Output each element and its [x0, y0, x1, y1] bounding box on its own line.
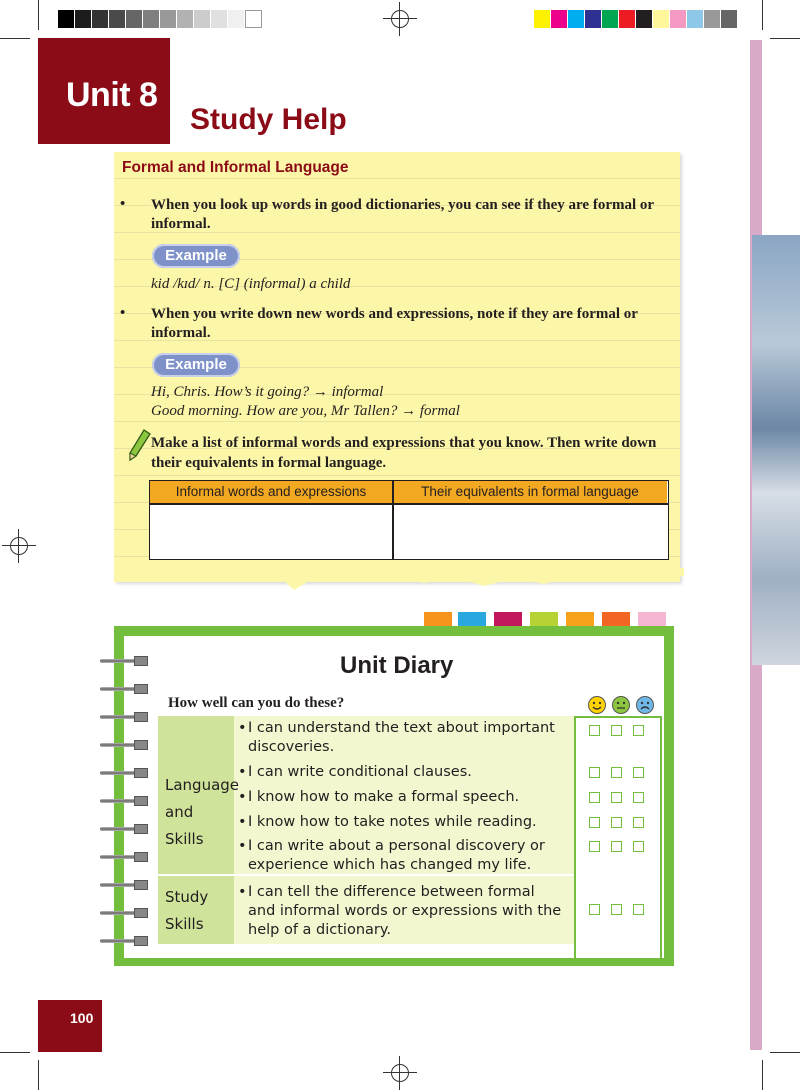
page-edge-photo: [752, 235, 800, 665]
registration-mark-top: [383, 2, 417, 36]
crop-mark: [762, 0, 763, 30]
spiral-binding: [100, 740, 152, 750]
grayscale-color-bar: [58, 10, 262, 28]
spiral-binding: [100, 852, 152, 862]
rating-checkbox[interactable]: [589, 817, 600, 828]
rating-checkbox[interactable]: [633, 817, 644, 828]
rating-checkbox[interactable]: [633, 725, 644, 736]
example-text-2: Hi, Chris. How’s it going? → informal: [151, 384, 384, 400]
note-heading: Formal and Informal Language: [122, 159, 349, 176]
spiral-binding: [100, 908, 152, 918]
rating-checkbox[interactable]: [611, 767, 622, 778]
rating-checkbox[interactable]: [633, 841, 644, 852]
registration-mark-left: [2, 529, 36, 563]
table-divider: [392, 481, 394, 559]
table-header-informal: Informal words and expressions: [150, 481, 392, 503]
spiral-binding: [100, 824, 152, 834]
formal-informal-table: [149, 480, 669, 560]
torn-edge: [114, 568, 684, 592]
bullet: •: [120, 196, 126, 212]
rating-checkbox[interactable]: [611, 904, 622, 915]
rating-checkbox[interactable]: [633, 792, 644, 803]
spiral-binding: [100, 796, 152, 806]
registration-mark-bottom: [383, 1056, 417, 1090]
tip-text-1: When you look up words in good dictionaries, you can see if they are formal or informal.: [151, 197, 654, 232]
rating-checkbox[interactable]: [589, 725, 600, 736]
spiral-binding: [100, 712, 152, 722]
tip-text-2: When you write down new words and expressions, note if they are formal or informal.: [151, 306, 638, 341]
category-label: Language: [165, 776, 240, 794]
spiral-binding: [100, 684, 152, 694]
smiley-face-icon: [588, 696, 606, 714]
table-divider: [150, 503, 668, 505]
category-study-skills: [158, 876, 234, 944]
sad-face-icon: [636, 696, 654, 714]
rating-column: [574, 716, 662, 960]
category-label: and Skills: [165, 803, 204, 848]
example-text-3: Good morning. How are you, Mr Tallen? → formal: [151, 403, 460, 419]
neutral-face-icon: [612, 696, 630, 714]
section-title: Study Help: [190, 103, 347, 136]
table-header-formal: Their equivalents in formal language: [393, 481, 667, 503]
crop-mark: [770, 38, 800, 39]
rating-checkbox[interactable]: [589, 792, 600, 803]
diary-item: • I can tell the difference between formal and informal words or expressions with the help of a dictionary.: [238, 884, 562, 938]
rating-checkbox[interactable]: [611, 792, 622, 803]
rating-checkbox[interactable]: [611, 817, 622, 828]
diary-title: Unit Diary: [340, 652, 454, 679]
diary-question: How well can you do these?: [168, 695, 345, 711]
task-instruction: Make a list of informal words and expressions that you know. Then write down their equivalents in formal language.: [151, 435, 657, 471]
diary-item: • I can write conditional clauses.: [238, 764, 472, 780]
category-label: Study: [165, 888, 209, 906]
crop-mark: [770, 1052, 800, 1053]
rating-checkbox[interactable]: [589, 841, 600, 852]
rating-checkbox[interactable]: [633, 767, 644, 778]
bullet: •: [120, 305, 126, 321]
spiral-binding: [100, 768, 152, 778]
diary-item: • I know how to make a formal speech.: [238, 789, 520, 805]
rating-checkbox[interactable]: [589, 904, 600, 915]
category-language-skills: [158, 716, 240, 874]
process-color-bar: [534, 10, 738, 28]
diary-item: • I know how to take notes while reading.: [238, 814, 537, 830]
crop-mark: [38, 0, 39, 30]
example-text-1: kid /kɪd/ n. [C] (informal) a child: [151, 276, 351, 292]
diary-item: • I can write about a personal discovery or experience which has changed my life.: [238, 838, 545, 873]
example-badge: Example: [152, 353, 240, 377]
spiral-binding: [100, 656, 152, 666]
rating-checkbox[interactable]: [611, 841, 622, 852]
spiral-binding: [100, 880, 152, 890]
pencil-icon: [126, 428, 152, 462]
diary-item: • I can understand the text about important discoveries.: [238, 720, 555, 755]
crop-mark: [762, 1060, 763, 1090]
crop-mark: [0, 1052, 30, 1053]
rating-checkbox[interactable]: [611, 725, 622, 736]
rating-checkbox[interactable]: [633, 904, 644, 915]
page-number: 100: [70, 1010, 94, 1026]
category-label: Skills: [165, 915, 204, 933]
rating-checkbox[interactable]: [589, 767, 600, 778]
page-number-badge: [38, 1000, 102, 1052]
unit-title: Unit 8: [66, 76, 158, 114]
example-badge: Example: [152, 244, 240, 268]
crop-mark: [38, 1060, 39, 1090]
crop-mark: [0, 38, 30, 39]
spiral-binding: [100, 936, 152, 946]
